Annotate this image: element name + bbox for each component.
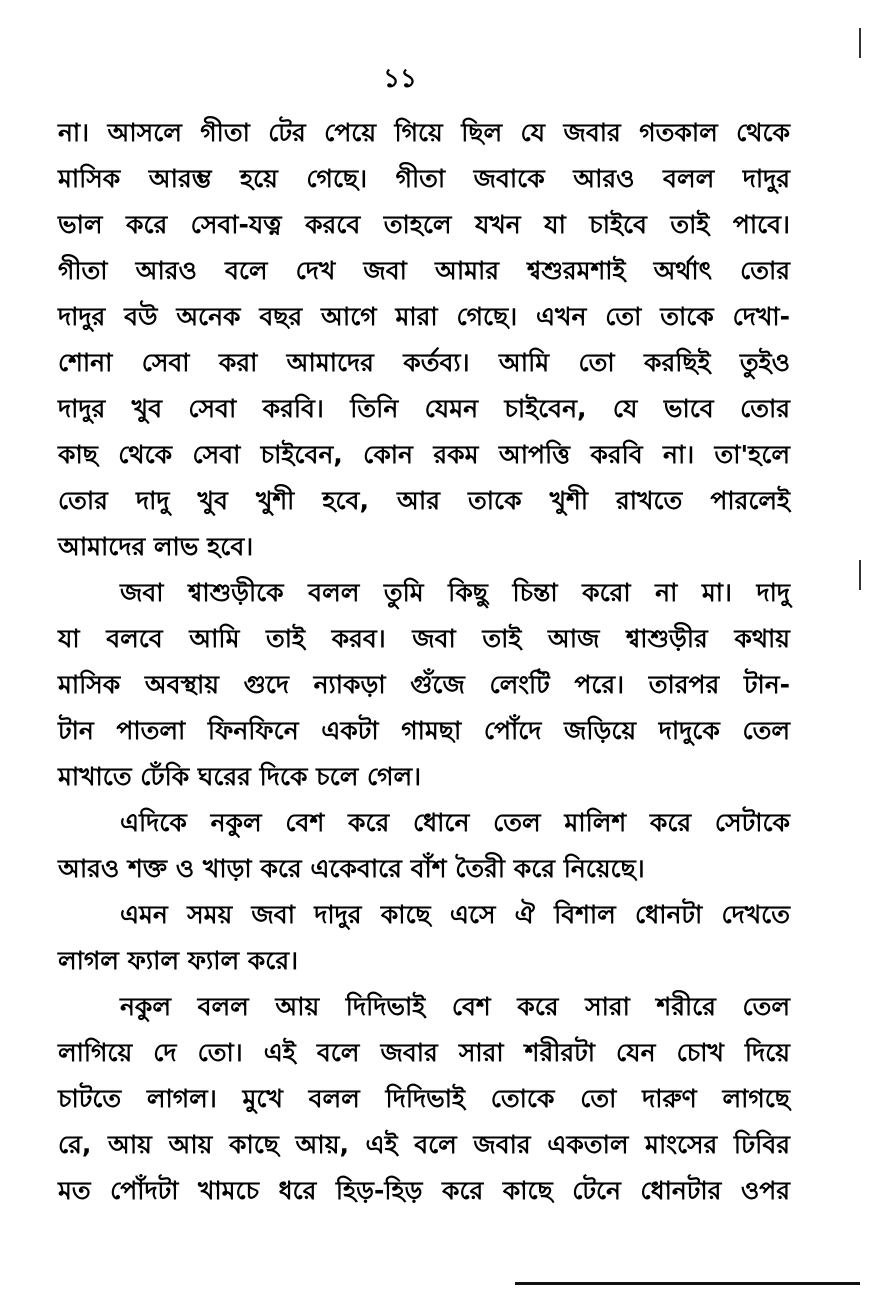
- text-line: দাদুর বউ অনেক বছর আগে মারা গেছে। এখন তো তাকে দেখা-: [58, 302, 790, 331]
- text-line: মাখাতে ঢেঁকি ঘরের দিকে চলে গেল।: [58, 762, 422, 791]
- text-line: লাগল ফ্যাল ফ্যাল করে।: [58, 946, 299, 975]
- text-line: কাছ থেকে সেবা চাইবেন, কোন রকম আপত্তি করবি না। তা'হলে: [58, 440, 790, 469]
- text-line: লাগিয়ে দে তো। এই বলে জবার সারা শরীরটা যেন চোখ দিয়ে: [58, 1038, 790, 1067]
- text-line: যা বলবে আমি তাই করব। জবা তাই আজ শ্বাশুড়ীর কথায়: [58, 624, 790, 653]
- page-number: ১১: [383, 64, 417, 94]
- text-line: মাসিক আরম্ভ হয়ে গেছে। গীতা জবাকে আরও বলল দাদুর: [58, 164, 790, 193]
- text-line: জবা শ্বাশুড়ীকে বলল তুমি কিছু চিন্তা করো না মা। দাদু: [120, 578, 790, 607]
- text-line: এমন সময় জবা দাদুর কাছে এসে ঐ বিশাল ধোনটা দেখতে: [120, 900, 790, 929]
- text-line: গীতা আরও বলে দেখ জবা আমার শ্বশুরমশাই অর্থাৎ তোর: [58, 256, 790, 285]
- text-line: এদিকে নকুল বেশ করে ধোনে তেল মালিশ করে সেটাকে: [120, 808, 790, 837]
- scan-edge-mark: [859, 560, 861, 590]
- text-line: মাসিক অবস্থায় গুদে ন্যাকড়া গুঁজে লেংটি পরে। তারপর টান-: [58, 670, 790, 699]
- text-line: নকুল বলল আয় দিদিভাই বেশ করে সারা শরীরে তেল: [120, 992, 790, 1021]
- text-line: ভাল করে সেবা-যত্ন করবে তাহলে যখন যা চাইবে তাই পাবে।: [58, 210, 790, 239]
- text-line: তোর দাদু খুব খুশী হবে, আর তাকে খুশী রাখতে পারলেই: [58, 486, 790, 515]
- body-text: [58, 110, 790, 1214]
- scan-edge-mark: [859, 28, 861, 58]
- text-line: না। আসলে গীতা টের পেয়ে গিয়ে ছিল যে জবার গতকাল থেকে: [58, 118, 790, 147]
- text-line: আরও শক্ত ও খাড়া করে একেবারে বাঁশ তৈরী করে নিয়েছে।: [58, 854, 645, 883]
- text-line: মত পোঁদটা খামচে ধরে হিড়-হিড় করে কাছে টেনে ধোনটার ওপর: [58, 1176, 790, 1205]
- text-line: শোনা সেবা করা আমাদের কর্তব্য। আমি তো করছিই তুইও: [58, 348, 790, 377]
- text-line: আমাদের লাভ হবে।: [58, 532, 254, 561]
- text-line: চাটতে লাগল। মুখে বলল দিদিভাই তোকে তো দারুণ লাগছে: [58, 1084, 790, 1113]
- text-line: দাদুর খুব সেবা করবি। তিনি যেমন চাইবেন, যে ভাবে তোর: [58, 394, 790, 423]
- text-line: রে, আয় আয় কাছে আয়, এই বলে জবার একতাল মাংসের ঢিবির: [58, 1130, 790, 1159]
- footer-rule: [515, 1282, 860, 1285]
- text-line: টান পাতলা ফিনফিনে একটা গামছা পোঁদে জড়িয়ে দাদুকে তেল: [58, 716, 790, 745]
